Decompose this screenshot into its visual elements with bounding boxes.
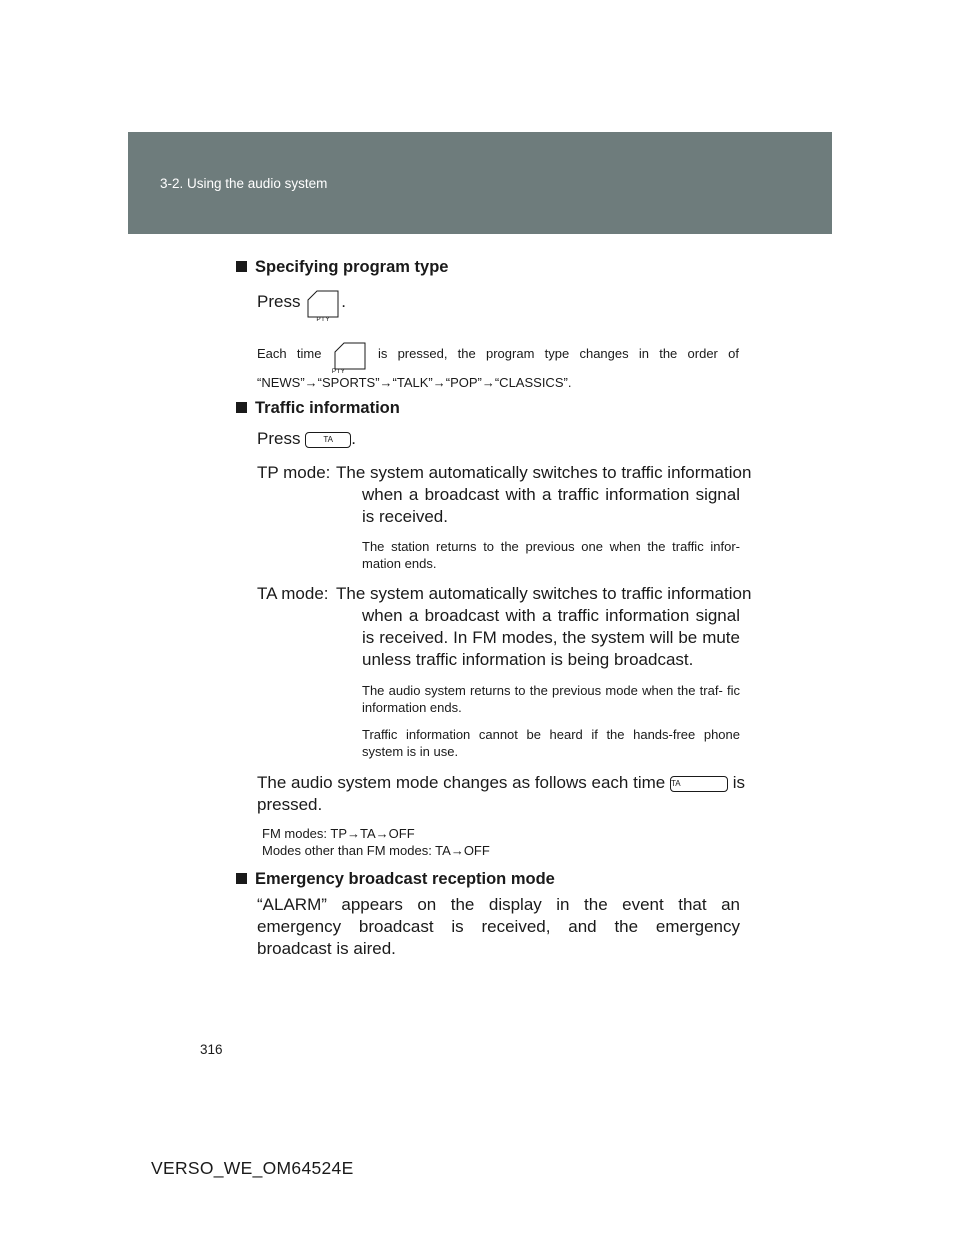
bullet-icon [236,402,247,413]
ta-mode-note-1: The audio system returns to the previous mode when the traf- fic information ends. [362,683,740,715]
pty-note-line1: Each time PTY is pressed, the program type changes in the order of [257,336,739,372]
heading-traffic: Traffic information [236,399,400,418]
cycle-line1: The audio system mode changes as follows each time TA is [257,773,745,792]
ta-mode-note-2: Traffic information cannot be heard if the hands-free phone system is in use. [362,727,740,759]
ta-button-icon: TA [305,432,351,448]
bullet-icon [236,261,247,272]
tp-mode-text-line1: The system automatically switches to traffic information [336,463,752,482]
tp-mode-text: when a broadcast with a traffic information signal is received. [362,485,740,526]
header-band [128,132,832,234]
pty-button-icon: PTY [305,288,341,318]
section-title: 3-2. Using the audio system [160,176,328,191]
heading-emergency: Emergency broadcast reception mode [236,870,555,889]
ta-mode-text: when a broadcast with a traffic information signal is received. In FM modes, the system will be mute unless traffic information is being broadcast. [362,606,740,669]
doc-code: VERSO_WE_OM64524E [151,1158,354,1178]
press-pty-line: Press PTY . [257,284,346,320]
press-ta-line: Press TA . [257,429,356,448]
emergency-text: “ALARM” appears on the display in the event that an emergency broadcast is received, and the emergency broadcast is aired. [257,895,740,958]
tp-mode-note: The station returns to the previous one when the traffic infor- mation ends. [362,539,740,571]
cycle-line2: pressed. [257,795,323,814]
tp-mode-label: TP mode: [257,463,331,482]
heading-program-type: Specifying program type [236,258,448,277]
ta-button-icon: TA [670,776,728,792]
pty-note-line2: “NEWS”→“SPORTS”→“TALK”→“POP”→“CLASSICS”. [257,375,572,390]
pty-button-icon: PTY [332,340,368,370]
ta-mode-text-line1: The system automatically switches to traffic information [336,584,752,603]
other-modes: Modes other than FM modes: TA→OFF [262,843,490,858]
bullet-icon [236,873,247,884]
page-number: 316 [200,1042,223,1057]
fm-modes: FM modes: TP→TA→OFF [262,826,415,841]
ta-mode-label: TA mode: [257,584,329,603]
